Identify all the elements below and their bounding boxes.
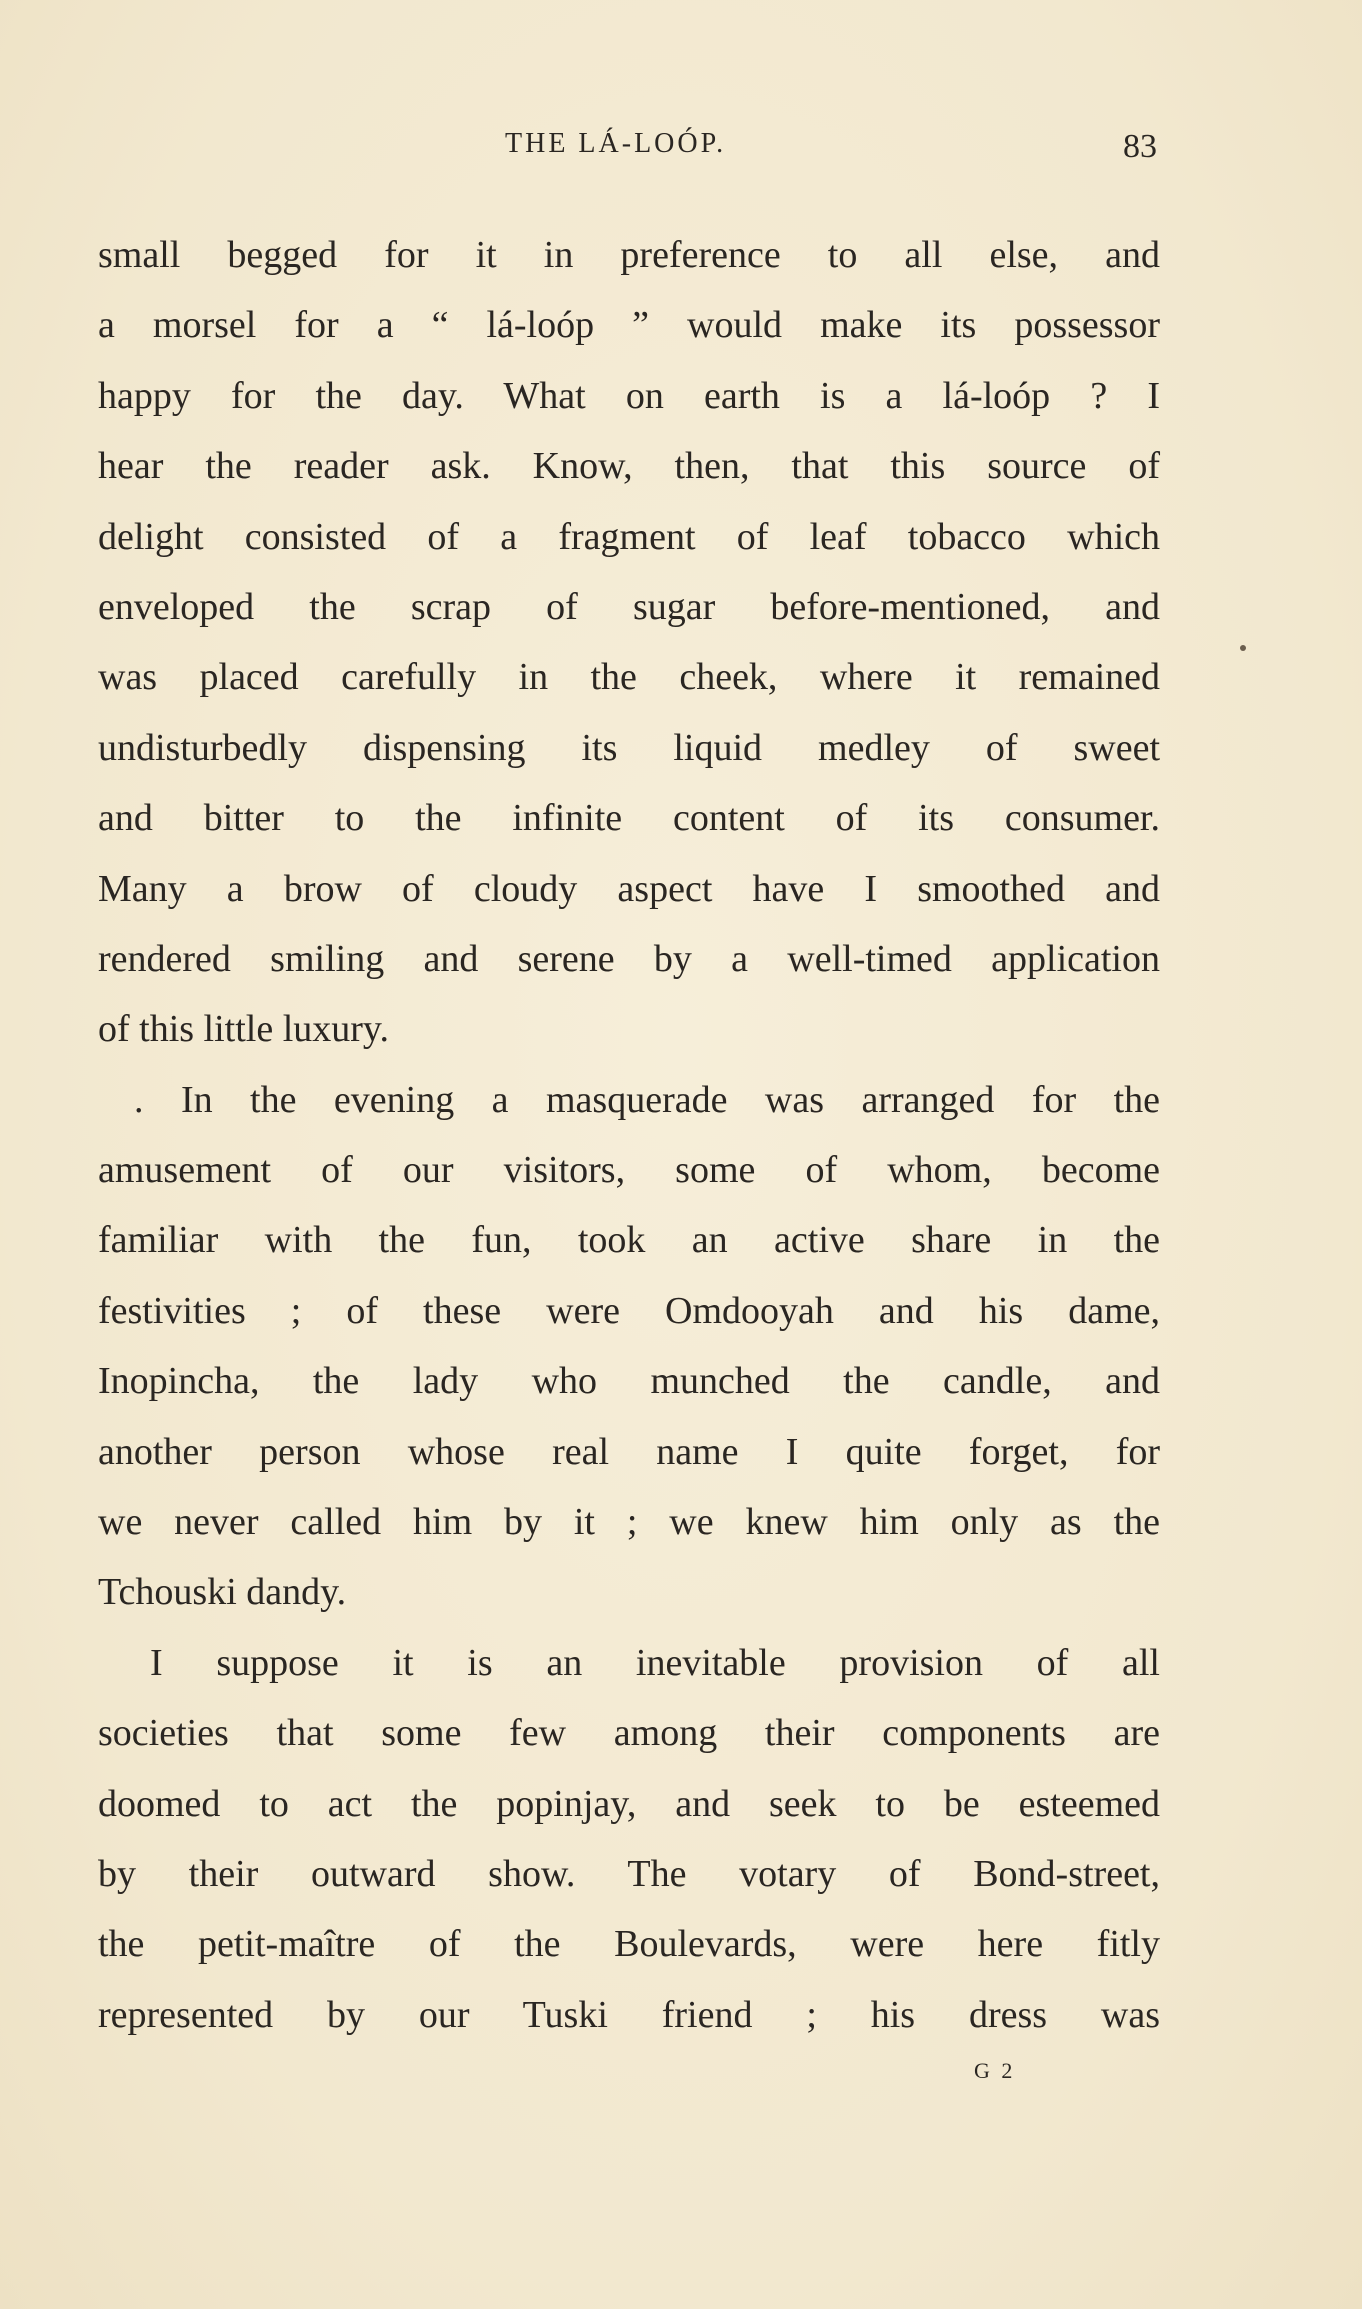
text-line: rendered smiling and serene by a well-timed application	[98, 937, 1160, 980]
signature-mark: G 2	[974, 2058, 1016, 2083]
body-text	[98, 220, 1160, 2050]
text-line: enveloped the scrap of sugar before-mentioned, and	[98, 585, 1160, 628]
paper-speck	[1240, 645, 1246, 651]
page-number: 83	[1123, 128, 1157, 165]
text-line: we never called him by it ; we knew him only as the	[98, 1501, 1160, 1544]
text-line: small begged for it in preference to all else, and	[98, 234, 1160, 276]
text-line: hear the reader ask. Know, then, that this source of	[98, 445, 1160, 488]
text-line: familiar with the fun, took an active share in the	[98, 1219, 1160, 1262]
text-line: societies that some few among their components are	[98, 1712, 1160, 1755]
text-line: Tchouski dandy.	[98, 1571, 347, 1614]
text-line: of this little luxury.	[98, 1008, 389, 1051]
text-line: I suppose it is an inevitable provision of all	[150, 1641, 1160, 1684]
text-line: another person whose real name I quite forget, for	[98, 1430, 1160, 1473]
text-line: delight consisted of a fragment of leaf tobacco which	[98, 515, 1160, 558]
text-line: doomed to act the popinjay, and seek to be esteemed	[98, 1782, 1160, 1825]
text-line: Many a brow of cloudy aspect have I smoothed and	[98, 867, 1160, 910]
text-line: . In the evening a masquerade was arranged for the	[134, 1078, 1160, 1121]
text-line: the petit-maître of the Boulevards, were here fitly	[98, 1923, 1160, 1966]
text-line: amusement of our visitors, some of whom, become	[98, 1149, 1160, 1192]
running-title: THE LÁ-LOÓP.	[505, 128, 727, 159]
text-line: represented by our Tuski friend ; his dress was	[98, 1993, 1160, 2036]
text-line: was placed carefully in the cheek, where it remained	[98, 656, 1160, 699]
page-header	[0, 128, 1362, 176]
text-line: Inopincha, the lady who munched the candle, and	[98, 1360, 1160, 1403]
text-line: festivities ; of these were Omdooyah and his dame,	[98, 1289, 1160, 1332]
text-line: undisturbedly dispensing its liquid medley of sweet	[98, 726, 1160, 769]
text-line: happy for the day. What on earth is a lá-loóp ? I	[98, 374, 1160, 417]
text-line: by their outward show. The votary of Bond-street,	[98, 1852, 1160, 1895]
text-line: and bitter to the infinite content of its consumer.	[98, 797, 1160, 840]
text-line: a morsel for a “ lá-loóp ” would make its possessor	[98, 304, 1160, 347]
